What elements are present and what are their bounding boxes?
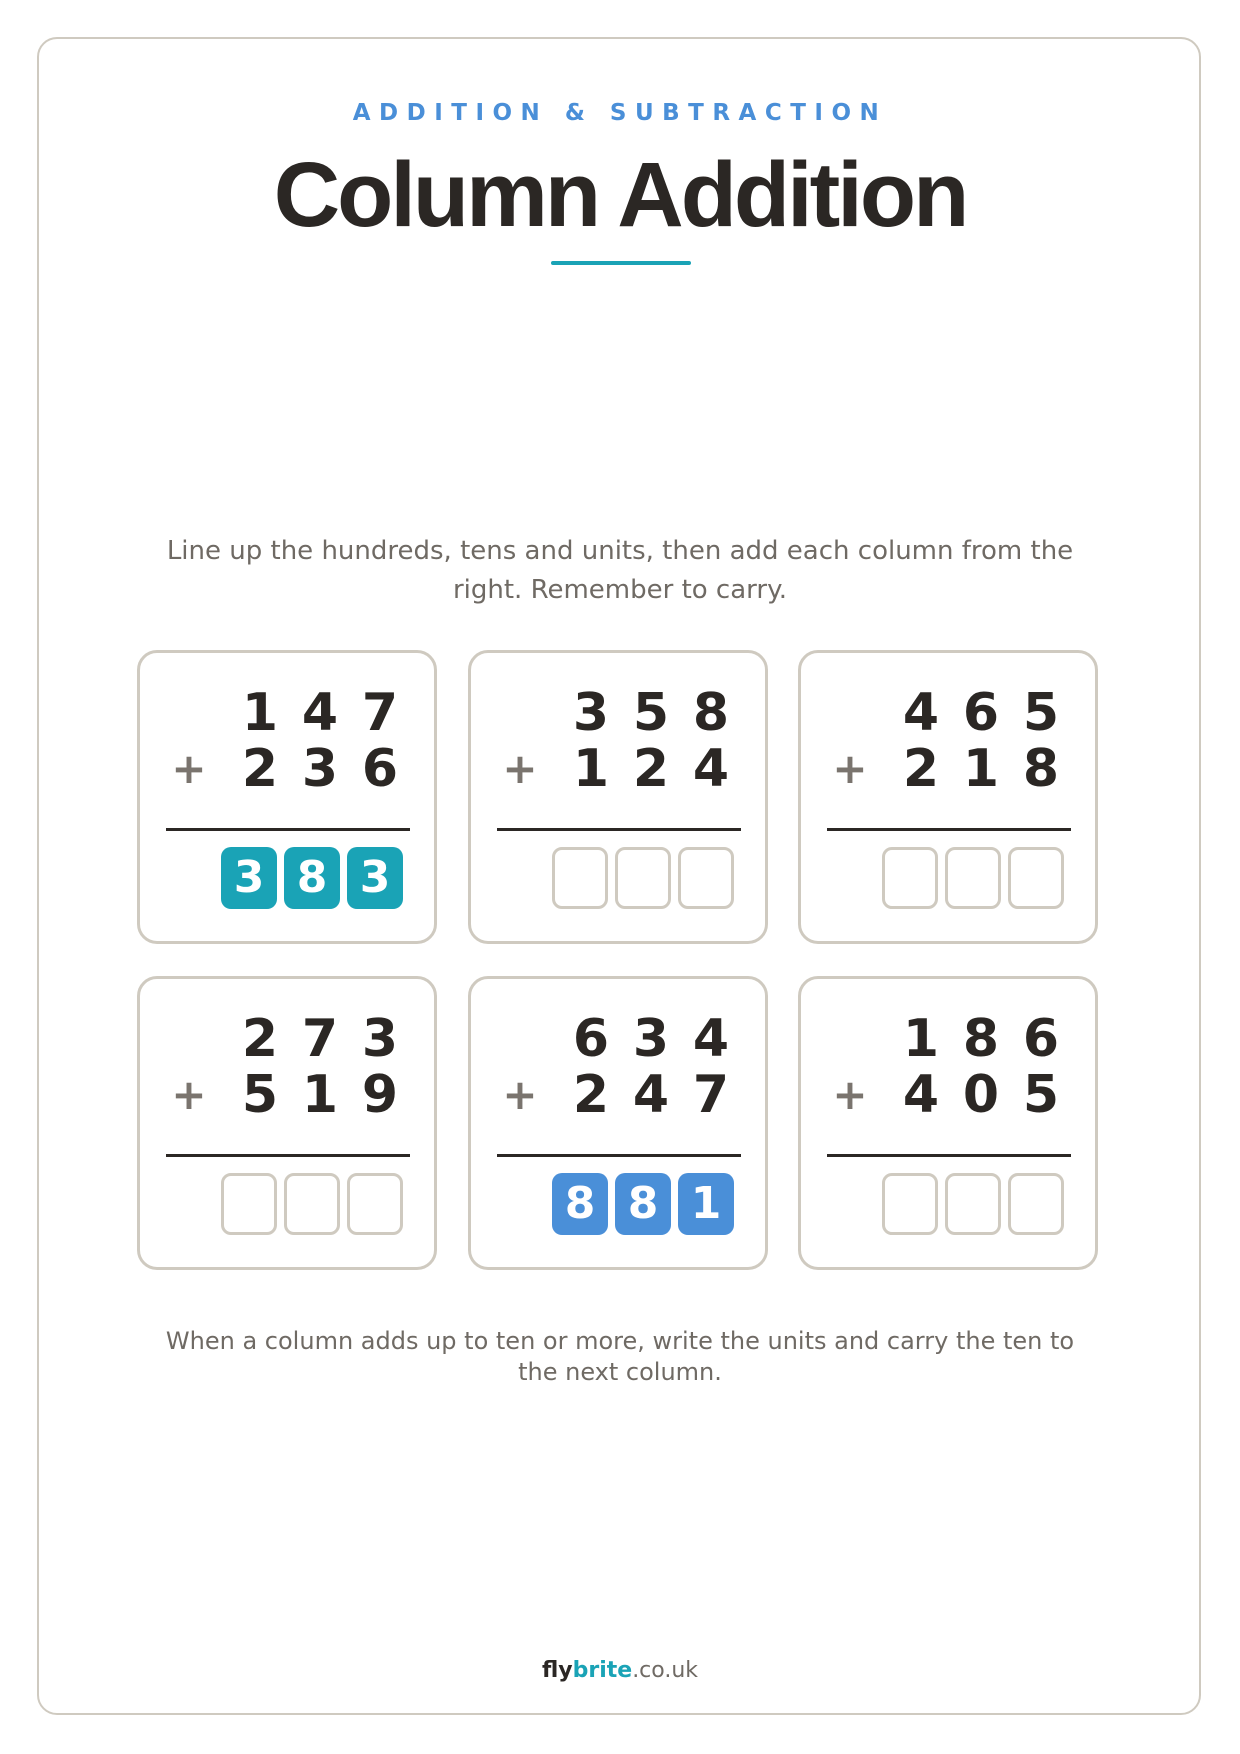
- digit: 5: [632, 683, 670, 743]
- top-number: [471, 1009, 771, 1069]
- bottom-number: [801, 739, 1101, 799]
- digit: 6: [361, 739, 399, 799]
- bottom-number: [140, 739, 440, 799]
- digit: 2: [572, 1065, 610, 1125]
- digit: 4: [692, 739, 730, 799]
- digit: 2: [632, 739, 670, 799]
- answer-input-box[interactable]: [552, 847, 608, 909]
- digit: 4: [632, 1065, 670, 1125]
- digit: 5: [241, 1065, 279, 1125]
- digit: 8: [1022, 739, 1060, 799]
- answer-input-box[interactable]: [347, 1173, 403, 1235]
- digit: 6: [572, 1009, 610, 1069]
- answer-digit-box: 8: [284, 847, 340, 909]
- sum-line: [497, 1154, 741, 1157]
- page-title: Column Addition: [273, 144, 967, 246]
- digit: 6: [1022, 1009, 1060, 1069]
- answer-digit-box: 3: [347, 847, 403, 909]
- answer-input-box[interactable]: [882, 1173, 938, 1235]
- digit: 3: [301, 739, 339, 799]
- digit: 6: [962, 683, 1000, 743]
- problem-card: [137, 650, 437, 944]
- plus-sign: +: [832, 1070, 868, 1119]
- plus-sign: +: [171, 1070, 207, 1119]
- digit: 3: [361, 1009, 399, 1069]
- plus-sign: +: [832, 744, 868, 793]
- answer-input-box[interactable]: [678, 847, 734, 909]
- digit: 2: [241, 1009, 279, 1069]
- answer-input-box[interactable]: [945, 847, 1001, 909]
- top-number: [140, 1009, 440, 1069]
- digit: 1: [962, 739, 1000, 799]
- digit: 1: [241, 683, 279, 743]
- problem-card: [468, 976, 768, 1270]
- carry-tip-text: When a column adds up to ten or more, write the units and carry the ten to the next column.: [165, 1327, 1075, 1386]
- problem-card: [798, 650, 1098, 944]
- answer-input-box[interactable]: [1008, 847, 1064, 909]
- answer-input-box[interactable]: [221, 1173, 277, 1235]
- digit: 1: [301, 1065, 339, 1125]
- digit: 7: [301, 1009, 339, 1069]
- answer-input-box[interactable]: [882, 847, 938, 909]
- plus-sign: +: [171, 744, 207, 793]
- answer-digit-box: 8: [615, 1173, 671, 1235]
- digit: 4: [692, 1009, 730, 1069]
- answer-digit-box: 8: [552, 1173, 608, 1235]
- brand-part-fly: fly: [541, 1658, 573, 1683]
- sum-line: [166, 1154, 410, 1157]
- answer-digit-box: 1: [678, 1173, 734, 1235]
- problem-card: [137, 976, 437, 1270]
- answer-digit-box: 3: [221, 847, 277, 909]
- brand-logo: [0, 1656, 1240, 1686]
- sum-line: [166, 828, 410, 831]
- sum-line: [497, 828, 741, 831]
- digit: 3: [572, 683, 610, 743]
- brand-domain: .co.uk: [632, 1658, 699, 1683]
- digit: 8: [692, 683, 730, 743]
- digit: 4: [301, 683, 339, 743]
- digit: 2: [241, 739, 279, 799]
- plus-sign: +: [502, 744, 538, 793]
- instructions-text: Line up the hundreds, tens and units, then add each column from the right. Remember to carry.: [166, 536, 1074, 605]
- digit: 1: [572, 739, 610, 799]
- problem-card: [468, 650, 768, 944]
- answer-input-box[interactable]: [284, 1173, 340, 1235]
- digit: 5: [1022, 683, 1060, 743]
- answer-input-box[interactable]: [615, 847, 671, 909]
- bottom-number: [471, 739, 771, 799]
- top-number: [471, 683, 771, 743]
- digit: 3: [632, 1009, 670, 1069]
- digit: 4: [902, 683, 940, 743]
- top-number: [801, 683, 1101, 743]
- digit: 7: [692, 1065, 730, 1125]
- bottom-number: [471, 1065, 771, 1125]
- title-underline: [551, 261, 691, 265]
- top-number: [140, 683, 440, 743]
- bottom-number: [140, 1065, 440, 1125]
- bottom-number: [801, 1065, 1101, 1125]
- plus-sign: +: [502, 1070, 538, 1119]
- top-number: [801, 1009, 1101, 1069]
- digit: 4: [902, 1065, 940, 1125]
- digit: 8: [962, 1009, 1000, 1069]
- brand-part-brite: brite: [572, 1658, 633, 1683]
- digit: 9: [361, 1065, 399, 1125]
- answer-input-box[interactable]: [945, 1173, 1001, 1235]
- digit: 0: [962, 1065, 1000, 1125]
- digit: 7: [361, 683, 399, 743]
- sum-line: [827, 1154, 1071, 1157]
- digit: 1: [902, 1009, 940, 1069]
- answer-input-box[interactable]: [1008, 1173, 1064, 1235]
- problem-card: [798, 976, 1098, 1270]
- digit: 5: [1022, 1065, 1060, 1125]
- sum-line: [827, 828, 1071, 831]
- digit: 2: [902, 739, 940, 799]
- section-kicker: ADDITION & SUBTRACTION: [352, 100, 888, 126]
